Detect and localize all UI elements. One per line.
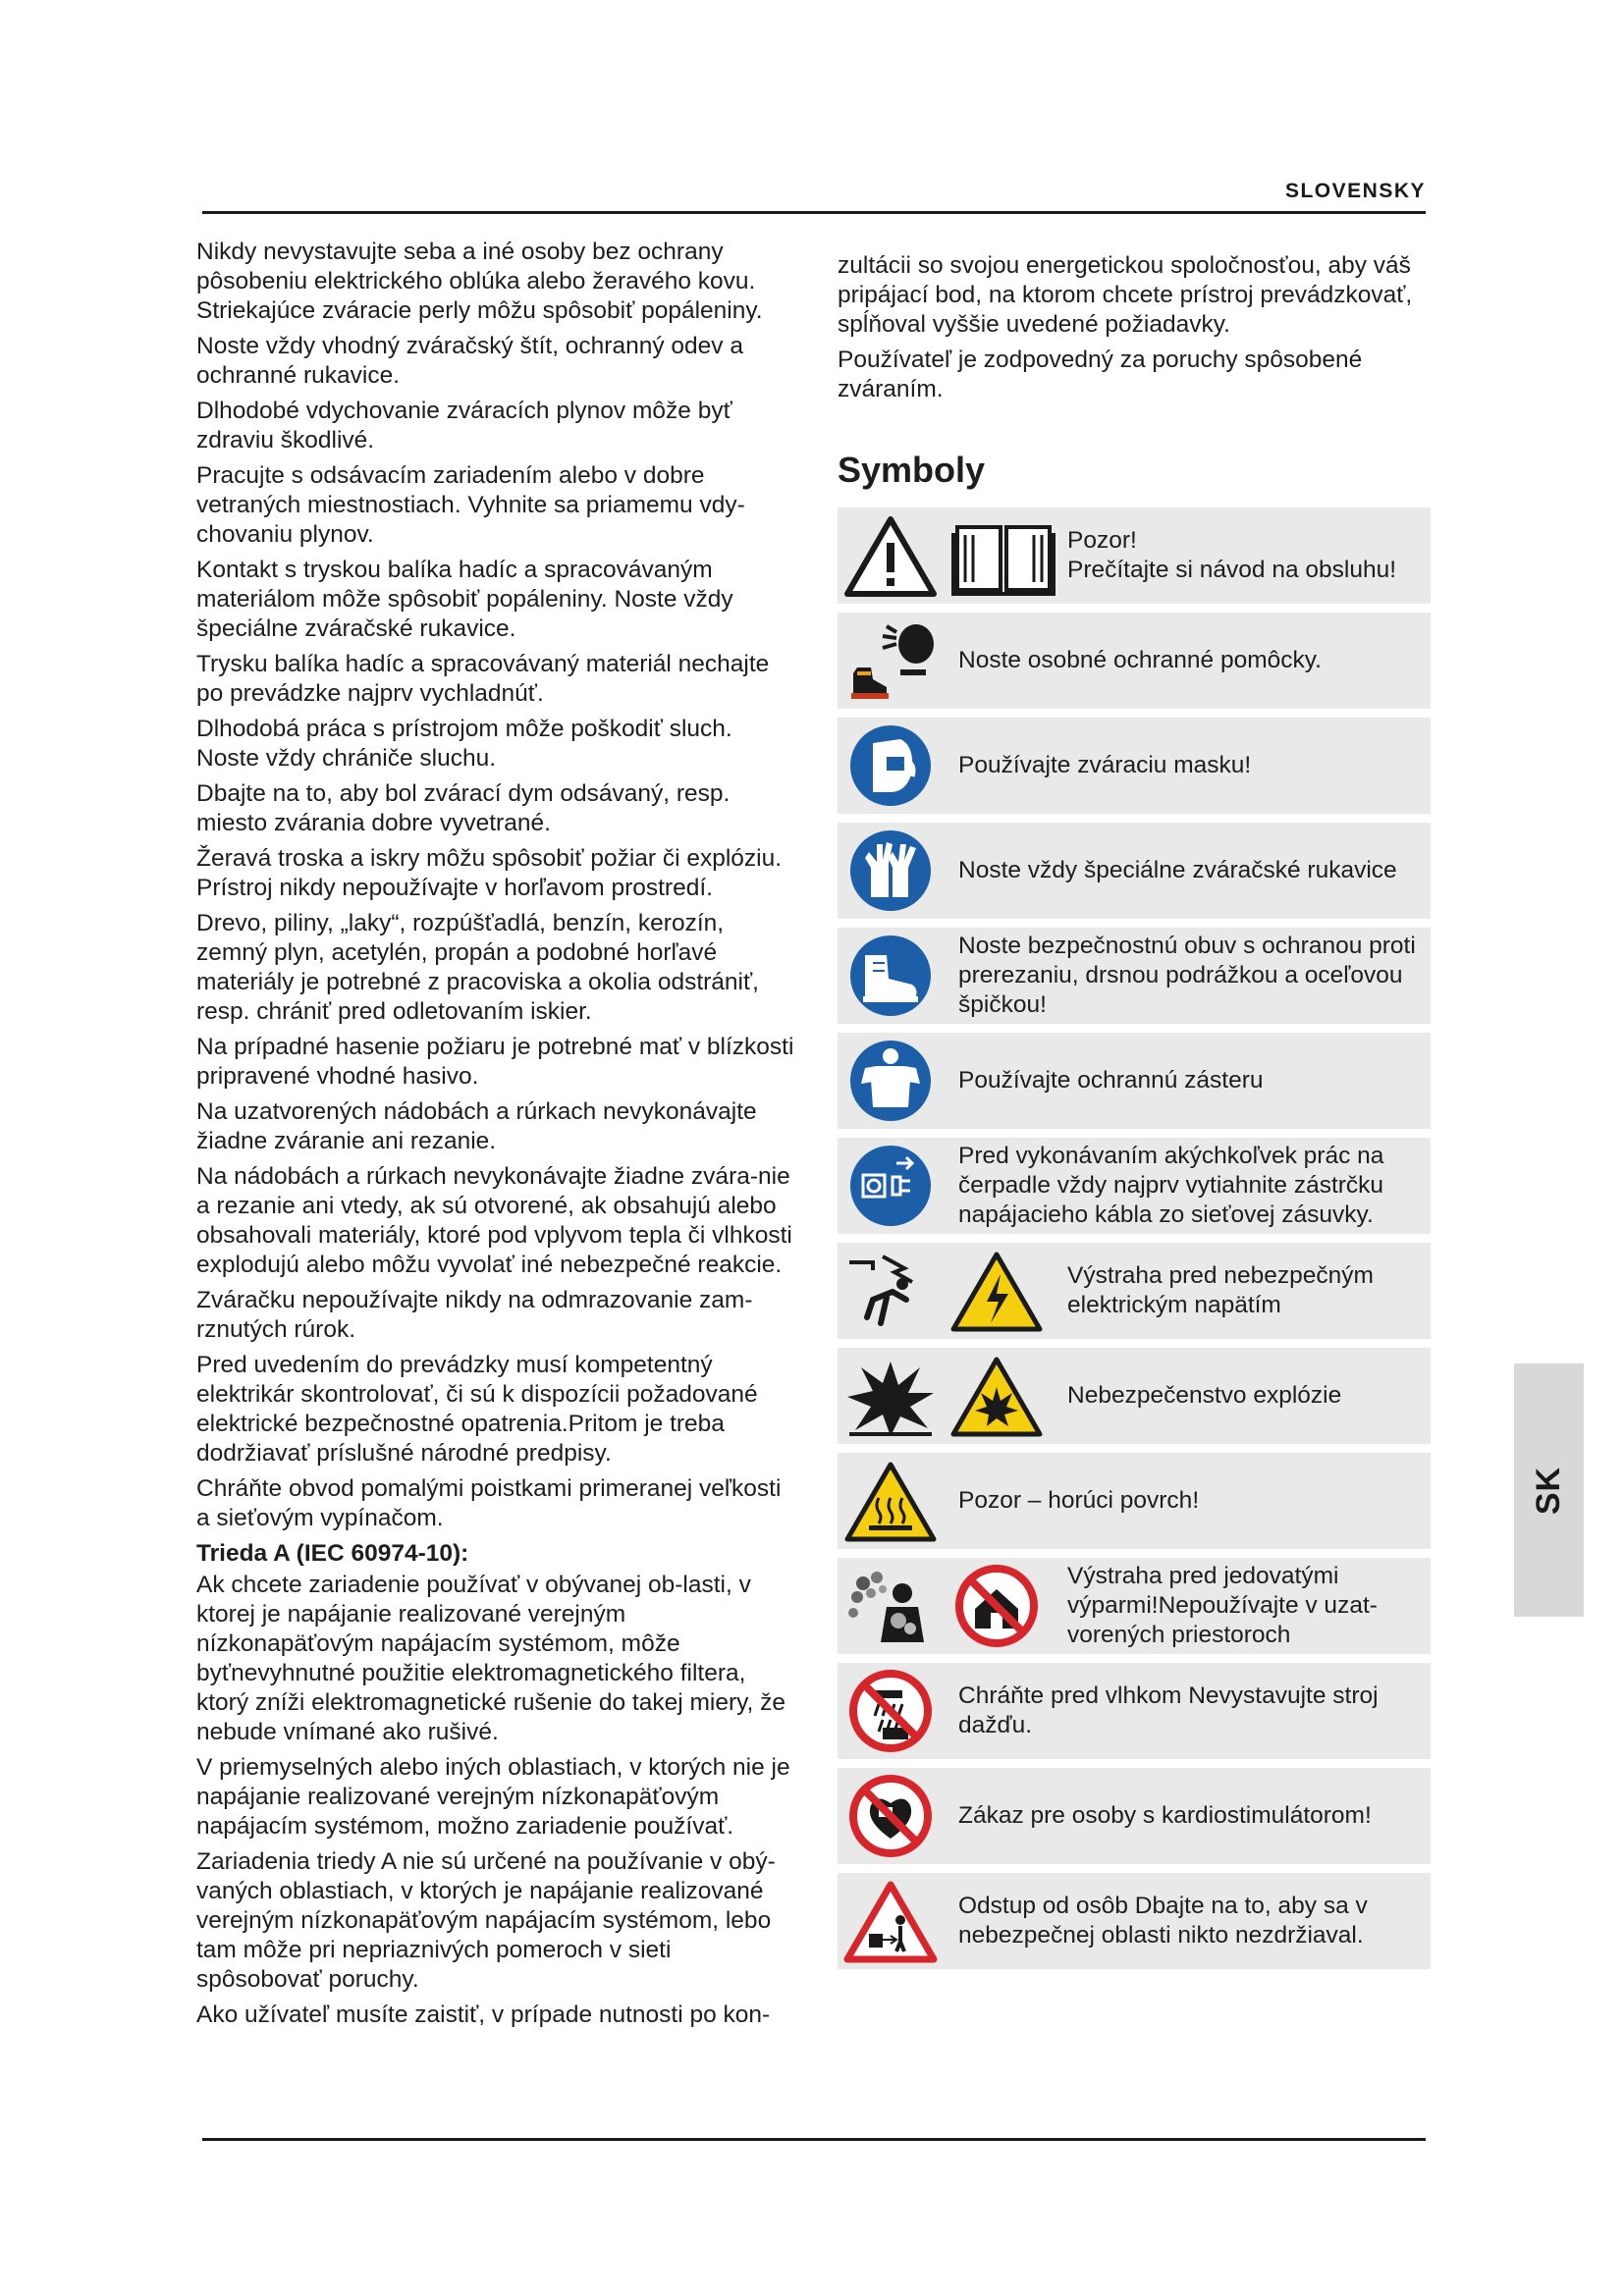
paragraph: Zariadenia triedy A nie sú určené na používanie v obý-vaných oblastiach, v ktorých je napájanie realizované verejným nízkonapäťovým napájacím systémom, lebo tam môže pri nepriaznivých pomeroch v sieti spôsobovať poruchy.	[196, 1848, 776, 1993]
symbol-label: Odstup od osôb Dbajte na to, aby sa v nebezpečnej oblasti nikto nezdržiaval.	[958, 1893, 1368, 1949]
symbol-label: Nebezpečenstvo explózie	[1067, 1382, 1342, 1409]
language-tab-label: SK	[1529, 1466, 1567, 1515]
symbol-row	[838, 1348, 1431, 1444]
paragraph: V priemyselných alebo iných oblastiach, v ktorých nie je napájanie realizované verejným nízkonapäťovým napájacím systémom, možno zariadenie používať.	[196, 1754, 790, 1840]
symbol-label: Zákaz pre osoby s kardiostimulátorom!	[958, 1802, 1372, 1829]
symbols-list	[838, 507, 1431, 1978]
symbol-row	[838, 1663, 1431, 1759]
ppe-icon	[843, 618, 938, 703]
symbol-label: Výstraha pred nebezpečným elektrickým napätím	[1067, 1262, 1374, 1318]
paragraph: Na nádobách a rúrkach nevykonávajte žiadne zvára-nie a rezanie ani vtedy, ak sú otvorené, ak obsahujú alebo obsahovali materiály, ktoré pod vplyvom tepla či vlhkosti explodujú alebo môžu vyvolať iné nebezpečné reakcie.	[196, 1163, 792, 1278]
high-voltage-warning-icon	[949, 1249, 1044, 1333]
paragraph: Kontakt s tryskou balíka hadíc a spracovávaným materiálom môže spôsobiť popáleniny. Noste vždy špeciálne zváračské rukavice.	[196, 557, 733, 642]
symbol-label: Používajte zváraciu masku!	[958, 752, 1252, 778]
symbol-row	[838, 1033, 1431, 1129]
paragraph: Drevo, piliny, „laky“, rozpúšťadlá, benzín, kerozín, zemný plyn, acetylén, propán a podobné horľavé materiály je potrebné z pracoviska a okolia odstrániť, resp. chrániť pred odletovaním iskier.	[196, 910, 759, 1025]
electric-shock-icon	[843, 1249, 938, 1333]
symbol-row	[838, 718, 1431, 814]
paragraph: Ak chcete zariadenie používať v obývanej ob-lasti, v ktorej je napájanie realizované verejným nízkonapäťovým napájacím systémom, môže byťnevyhnutné použitie elektromagnetického filtera, ktorý zníži elektromagnetické rušenie do takej miery, že nebude vnímané ako rušivé.	[196, 1572, 786, 1745]
symbol-row	[838, 1873, 1431, 1969]
welding-mask-icon	[843, 723, 938, 808]
paragraph: Dlhodobé vdychovanie zváracích plynov môže byť zdraviu škodlivé.	[196, 398, 732, 454]
symbol-label: Noste osobné ochranné pomôcky.	[958, 647, 1322, 673]
symbol-label: Pozor!	[1067, 527, 1137, 554]
paragraph: Dbajte na to, aby bol zvárací dym odsávaný, resp. miesto zvárania dobre vyvetrané.	[196, 780, 731, 836]
symbol-row	[838, 1453, 1431, 1549]
no-indoor-icon	[949, 1564, 1044, 1648]
symbol-row	[838, 823, 1431, 919]
unplug-icon	[843, 1144, 938, 1228]
symbols-title: Symboly	[838, 450, 986, 490]
paragraph: Zváračku nepoužívajte nikdy na odmrazovanie zam-rznutých rúrok.	[196, 1287, 753, 1343]
paragraph: Dlhodobá práca s prístrojom môže poškodiť sluch. Noste vždy chrániče sluchu.	[196, 716, 732, 772]
paragraph: Nikdy nevystavujte seba a iné osoby bez ochrany pôsobeniu elektrického oblúka alebo žeravého kovu. Striekajúce zváracie perly môžu spôsobiť popáleniny.	[196, 239, 763, 324]
paragraph: Na uzatvorených nádobách a rúrkach nevykonávajte žiadne zváranie ani rezanie.	[196, 1098, 757, 1154]
warning-triangle-icon	[843, 513, 938, 598]
symbol-row	[838, 1138, 1431, 1234]
symbol-label: Prečítajte si návod na obsluhu!	[1067, 557, 1397, 583]
symbol-row	[838, 507, 1431, 604]
symbol-row	[838, 613, 1431, 709]
right-column	[838, 251, 1427, 410]
manual-book-icon	[949, 513, 1057, 598]
symbol-label: Pred vykonávaním akýchkoľvek prác na čerpadle vždy najprv vytiahnite zástrčku napájacieho kábla zo sieťovej zásuvky.	[958, 1143, 1384, 1228]
symbol-row	[838, 1558, 1431, 1654]
symbol-row	[838, 1243, 1431, 1339]
paragraph: Chráňte obvod pomalými poistkami primeranej veľkosti a sieťovým vypínačom.	[196, 1475, 782, 1531]
explosion-icon	[843, 1354, 938, 1438]
class-a-heading: Trieda A (IEC 60974-10):	[196, 1540, 469, 1567]
paragraph: Používateľ je zodpovedný za poruchy spôsobené zváraním.	[838, 347, 1363, 402]
header-rule	[202, 211, 1426, 214]
no-pacemaker-icon	[843, 1774, 938, 1858]
footer-rule	[202, 2138, 1426, 2141]
symbol-row	[838, 1768, 1431, 1864]
hot-surface-warning-icon	[843, 1459, 938, 1543]
symbol-label: Pozor – horúci povrch!	[958, 1487, 1200, 1514]
explosion-warning-icon	[949, 1354, 1044, 1438]
paragraph: Noste vždy vhodný zváračský štít, ochranný odev a ochranné rukavice.	[196, 333, 743, 389]
welding-gloves-icon	[843, 828, 938, 913]
left-column	[196, 238, 797, 2036]
no-rain-icon	[843, 1669, 938, 1753]
apron-icon	[843, 1039, 938, 1123]
symbol-label: Výstraha pred jedovatými výparmi!Nepoužívajte v uzat-vorených priestoroch	[1067, 1563, 1378, 1648]
paragraph: Trysku balíka hadíc a spracovávaný materiál nechajte po prevádzke najprv vychladnúť.	[196, 651, 770, 707]
paragraph: Na prípadné hasenie požiaru je potrebné mať v blízkosti pripravené vhodné hasivo.	[196, 1034, 794, 1090]
symbol-row	[838, 928, 1431, 1024]
language-header: SLOVENSKY	[1284, 180, 1426, 202]
paragraph: Žeravá troska a iskry môžu spôsobiť požiar či explóziu. Prístroj nikdy nepoužívajte v horľavom prostredí.	[196, 845, 783, 901]
symbol-label: Noste vždy špeciálne zváračské rukavice	[958, 857, 1397, 883]
keep-distance-icon	[843, 1879, 938, 1963]
symbol-label: Používajte ochrannú zásteru	[958, 1067, 1264, 1094]
safety-boots-icon	[843, 934, 938, 1018]
symbol-label: Noste bezpečnostnú obuv s ochranou proti prerezaniu, drsnou podrážkou a oceľovou špičkou!	[958, 933, 1416, 1018]
paragraph: zultácii so svojou energetickou spoločnosťou, aby váš pripájací bod, na ktorom chcete prístroj prevádzkovať, spĺňoval vyššie uvedené požiadavky.	[838, 252, 1413, 338]
symbol-label: Chráňte pred vlhkom Nevystavujte stroj dažďu.	[958, 1682, 1379, 1738]
paragraph: Pred uvedením do prevádzky musí kompetentný elektrikár skontrolovať, či sú k dispozícii požadované elektrické bezpečnostné opatrenia.Pritom je treba dodržiavať príslušné národné predpisy.	[196, 1352, 758, 1467]
toxic-fumes-icon	[843, 1564, 938, 1648]
paragraph: Pracujte s odsávacím zariadením alebo v dobre vetraných miestnostiach. Vyhnite sa priamemu vdy-chovaniu plynov.	[196, 462, 745, 548]
language-tab	[1514, 1363, 1584, 1617]
paragraph: Ako užívateľ musíte zaistiť, v prípade nutnosti po kon-	[196, 2002, 771, 2028]
